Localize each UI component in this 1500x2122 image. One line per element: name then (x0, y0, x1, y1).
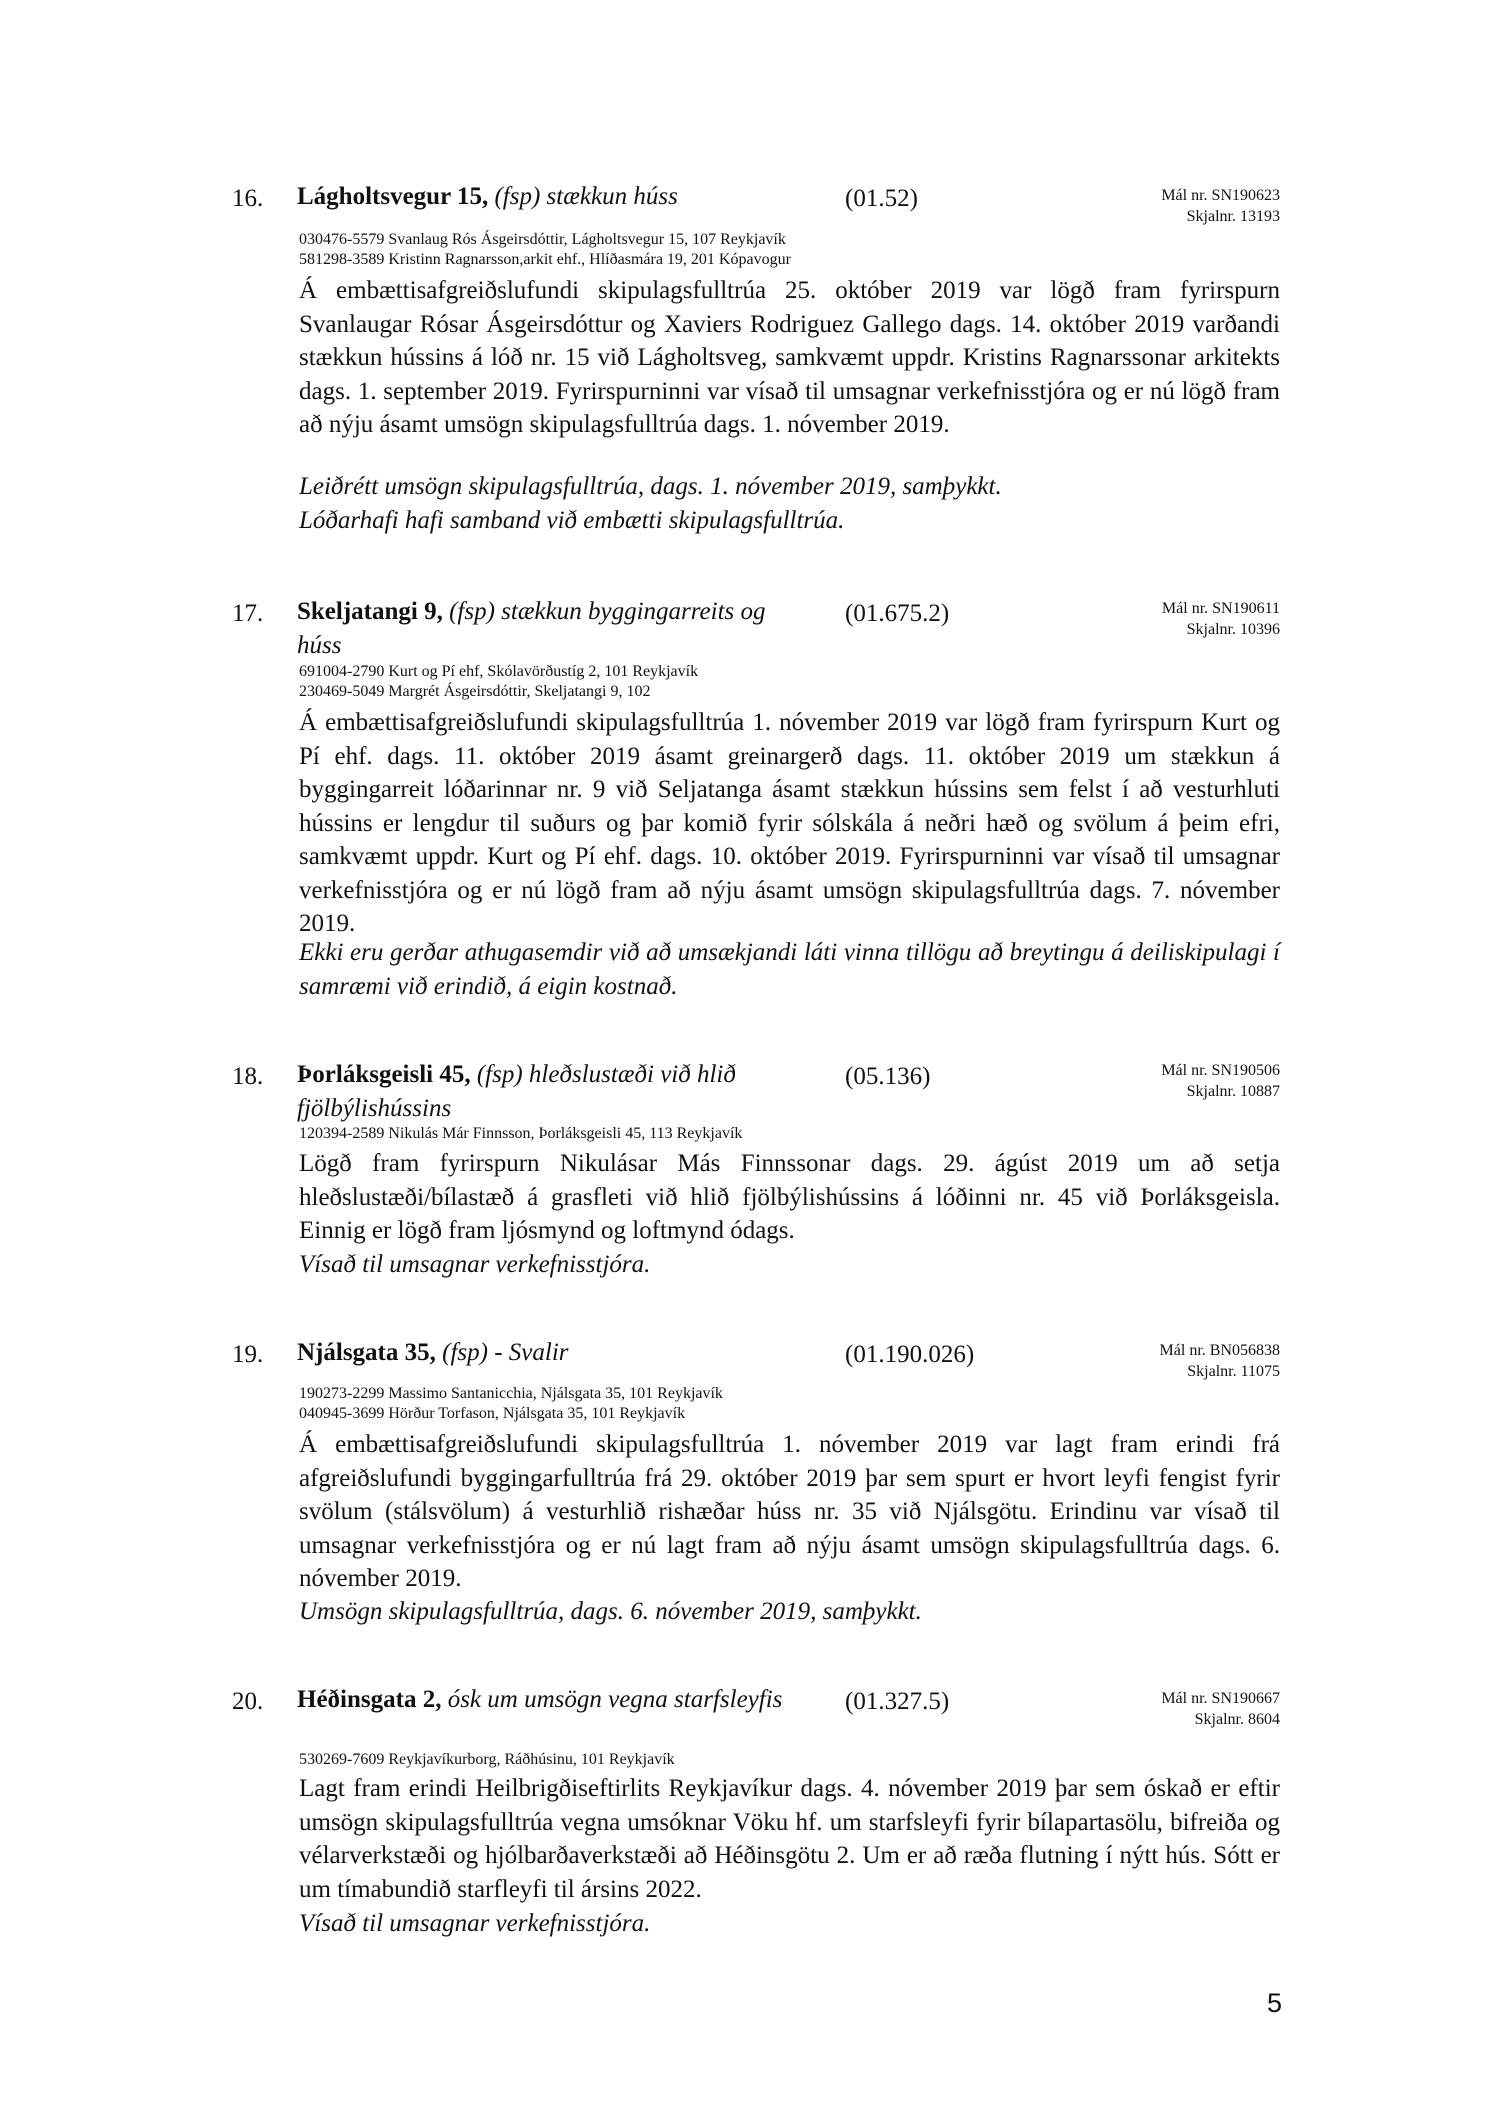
item-code: (01.52) (845, 185, 918, 212)
item-parties (299, 1750, 675, 1770)
item-title (297, 1058, 807, 1126)
party-line: 230469-5049 Margrét Ásgeirsdóttir, Skeljatangi 9, 102 (299, 683, 651, 700)
party-line: 120394-2589 Nikulás Már Finnsson, Þorláksgeisli 45, 113 Reykjavík (299, 1125, 743, 1142)
case-number: Mál nr. SN190667 (1161, 1690, 1280, 1707)
item-body: Á embættisafgreiðslufundi skipulagsfulltrúa 1. nóvember 2019 var lagt fram erindi frá afgreiðslufundi byggingarfulltrúa frá 29. október 2019 þar sem spurt er hvort leyfi fengist fyrir svölum (stálsvölum) á vesturhlið rishæðar húss nr. 35 við Njálsgötu. Erindinu var vísað til umsagnar verkefnisstjóra og er nú lagt fram að nýju ásamt umsögn skipulagsfulltrúa dags. 6. nóvember 2019. (299, 1431, 1280, 1592)
item-number: 19. (232, 1341, 264, 1368)
item-code: (01.190.026) (845, 1341, 975, 1368)
item-subject: (fsp) stækkun húss (494, 183, 678, 210)
case-number: Mál nr. SN190506 (1161, 1062, 1280, 1079)
document-number: Skjalnr. 11075 (1187, 1363, 1280, 1380)
item-conclusion: Leiðrétt umsögn skipulagsfulltrúa, dags. 1. nóvember 2019, samþykkt. Lóðarhafi hafi samband við embætti skipulagsfulltrúa. (299, 473, 1002, 534)
item-subject: (fsp) - Svalir (442, 1339, 569, 1366)
item-title (297, 1336, 807, 1370)
page-number: 5 (1266, 1988, 1282, 2018)
case-number: Mál nr. BN056838 (1159, 1342, 1280, 1359)
item-address: Skeljatangi 9, (297, 598, 443, 625)
party-line: 190273-2299 Massimo Santanicchia, Njálsgata 35, 101 Reykjavík (299, 1385, 723, 1402)
item-code: (01.675.2) (845, 600, 950, 627)
party-line: 030476-5579 Svanlaug Rós Ásgeirsdóttir, Lágholtsvegur 15, 107 Reykjavík (299, 231, 786, 248)
item-conclusion: Vísað til umsagnar verkefnisstjóra. (299, 1910, 651, 1937)
item-body: Lögð fram fyrirspurn Nikulásar Más Finnssonar dags. 29. ágúst 2019 um að setja hleðslustæði/bílastæð á grasfleti við hlið fjölbýlishússins á lóðinni nr. 45 við Þorláksgeisla. Einnig er lögð fram ljósmynd og loftmynd ódags. (299, 1150, 1280, 1244)
item-reference (1161, 1688, 1280, 1730)
item-title (297, 180, 807, 214)
item-subject: (fsp) hleðslustæði við hlið fjölbýlishússins (297, 1061, 736, 1122)
item-body: Á embættisafgreiðslufundi skipulagsfulltrúa 1. nóvember 2019 var lögð fram fyrirspurn Kurt og Pí ehf. dags. 11. október 2019 ásamt greinargerð dags. 11. október 2019 um stækkun á byggingarreit lóðarinnar nr. 9 við Seljatanga ásamt stækkun hússins sem felst í að vesturhluti hússins er lengdur til suðurs og þar komið fyrir sólskála á neðri hæð og svölum á þeim efri, samkvæmt uppdr. Kurt og Pí ehf. dags. 10. október 2019. Fyrirspurninni var vísað til umsagnar verkefnisstjóra og er nú lögð fram að nýju ásamt umsögn skipulagsfulltrúa dags. 7. nóvember 2019. (299, 709, 1280, 937)
item-number: 16. (232, 185, 264, 212)
case-number: Mál nr. SN190623 (1161, 187, 1280, 204)
item-code: (01.327.5) (845, 1688, 950, 1715)
item-reference (1160, 1340, 1280, 1382)
party-line: 581298-3589 Kristinn Ragnarsson,arkit ehf., Hlíðasmára 19, 201 Kópavogur (299, 251, 791, 268)
item-address: Lágholtsvegur 15, (297, 183, 489, 210)
item-title (297, 1683, 807, 1717)
item-body: Á embættisafgreiðslufundi skipulagsfulltrúa 25. október 2019 var lögð fram fyrirspurn Svanlaugar Rósar Ásgeirsdóttur og Xaviers Rodriguez Gallego dags. 14. október 2019 varðandi stækkun hússins á lóð nr. 15 við Lágholtsveg, samkvæmt uppdr. Kristins Ragnarssonar arkitekts dags. 1. september 2019. Fyrirspurninni var vísað til umsagnar verkefnisstjóra og er nú lögð fram að nýju ásamt umsögn skipulagsfulltrúa dags. 1. nóvember 2019. (299, 277, 1280, 438)
item-subject: (fsp) stækkun byggingarreits og húss (297, 598, 766, 659)
item-conclusion: Vísað til umsagnar verkefnisstjóra. (299, 1251, 651, 1278)
item-title (297, 595, 807, 663)
item-conclusion: Ekki eru gerðar athugasemdir við að umsækjandi láti vinna tillögu að breytingu á deiliskipulagi í samræmi við erindið, á eigin kostnað. (299, 939, 1280, 1000)
item-number: 17. (232, 600, 264, 627)
item-parties (299, 230, 791, 270)
item-parties (299, 1384, 723, 1424)
item-reference (1161, 185, 1280, 227)
document-number: Skjalnr. 8604 (1194, 1711, 1280, 1728)
item-parties (299, 1124, 742, 1144)
item-address: Þorláksgeisli 45, (297, 1061, 471, 1088)
party-line: 530269-7609 Reykjavíkurborg, Ráðhúsinu, 101 Reykjavík (299, 1751, 675, 1768)
case-number: Mál nr. SN190611 (1161, 600, 1280, 617)
party-line: 040945-3699 Hörður Torfason, Njálsgata 35, 101 Reykjavík (299, 1405, 686, 1422)
item-address: Njálsgata 35, (297, 1339, 436, 1366)
item-address: Héðinsgata 2, (297, 1686, 442, 1713)
item-number: 18. (232, 1063, 264, 1090)
item-code: (05.136) (845, 1063, 931, 1090)
document-number: Skjalnr. 10887 (1186, 1083, 1280, 1100)
item-reference (1162, 598, 1280, 640)
item-number: 20. (232, 1688, 264, 1715)
party-line: 691004-2790 Kurt og Pí ehf, Skólavörðustíg 2, 101 Reykjavík (299, 663, 699, 680)
item-body: Lagt fram erindi Heilbrigðiseftirlits Reykjavíkur dags. 4. nóvember 2019 þar sem óskað er eftir umsögn skipulagsfulltrúa vegna umsóknar Vöku hf. um starfsleyfi fyrir bílapartasölu, bifreiða og vélarverkstæði og hjólbarðaverkstæði að Héðinsgötu 2. Um er að ræða flutning í nýtt hús. Sótt er um tímabundið starfleyfi til ársins 2022. (299, 1775, 1280, 1903)
item-reference (1161, 1060, 1280, 1102)
item-subject: ósk um umsögn vegna starfsleyfis (447, 1686, 783, 1713)
item-parties (299, 662, 698, 702)
document-number: Skjalnr. 10396 (1186, 621, 1280, 638)
item-conclusion: Umsögn skipulagsfulltrúa, dags. 6. nóvember 2019, samþykkt. (299, 1598, 922, 1625)
document-number: Skjalnr. 13193 (1186, 208, 1280, 225)
